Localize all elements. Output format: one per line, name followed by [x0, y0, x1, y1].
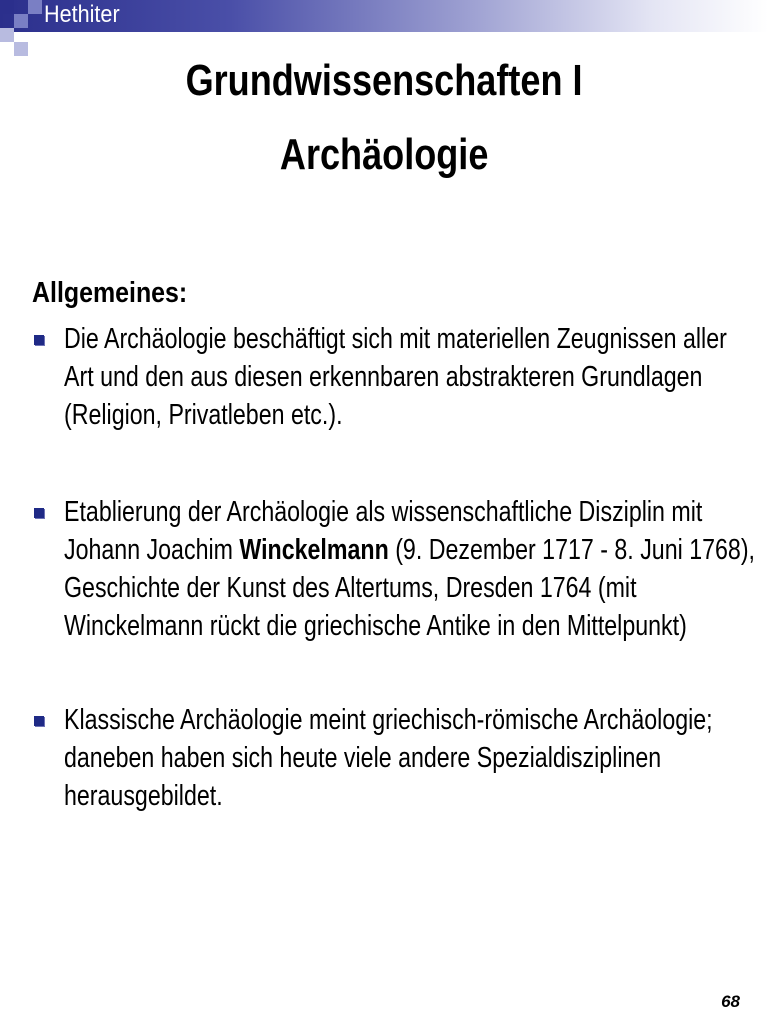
- bullet-3-line-2: daneben haben sich heute viele andere Spezialdisziplinen: [64, 742, 662, 774]
- slide-title: [0, 50, 768, 112]
- decorative-square: [0, 0, 14, 14]
- winckelmann-name: Winckelmann: [239, 534, 389, 566]
- slide-subtitle: [0, 124, 768, 186]
- bullet-2-line-2-suffix: (9. Dezember 1717 - 8. Juni 1768),: [388, 534, 755, 566]
- bullet-square-icon: [34, 716, 44, 726]
- section-heading: Allgemeines:: [32, 277, 188, 309]
- header-label: Hethiter: [44, 1, 120, 28]
- bullet-2-line-2-prefix: Johann Joachim: [64, 534, 240, 566]
- bullet-2-line-3: Geschichte der Kunst des Altertums, Dresden 1764 (mit: [64, 572, 637, 604]
- slide-title-line-2: Archäologie: [279, 130, 489, 179]
- bullet-1-line-2: Art und den aus diesen erkennbaren abstrakteren Grundlagen: [64, 361, 703, 393]
- bullet-3-line-3: herausgebildet.: [64, 780, 223, 812]
- page-number: 68: [721, 992, 740, 1011]
- decorative-square: [14, 14, 28, 28]
- slide-title-line-1: Grundwissenschaften I: [185, 56, 583, 105]
- bullet-2-line-2: [64, 532, 755, 568]
- bullet-1-line-3: (Religion, Privatleben etc.).: [64, 399, 343, 431]
- bullet-1-line-1: Die Archäologie beschäftigt sich mit materiellen Zeugnissen aller: [64, 323, 727, 355]
- bullet-square-icon: [34, 508, 44, 518]
- decorative-square: [28, 0, 42, 14]
- bullet-2-line-4: Winckelmann rückt die griechische Antike in den Mittelpunkt): [64, 610, 687, 642]
- bullet-square-icon: [34, 335, 44, 345]
- bullet-3-line-1: Klassische Archäologie meint griechisch-römische Archäologie;: [64, 704, 713, 736]
- bullet-2-line-1: Etablierung der Archäologie als wissenschaftliche Disziplin mit: [64, 496, 703, 528]
- decorative-square: [0, 28, 14, 42]
